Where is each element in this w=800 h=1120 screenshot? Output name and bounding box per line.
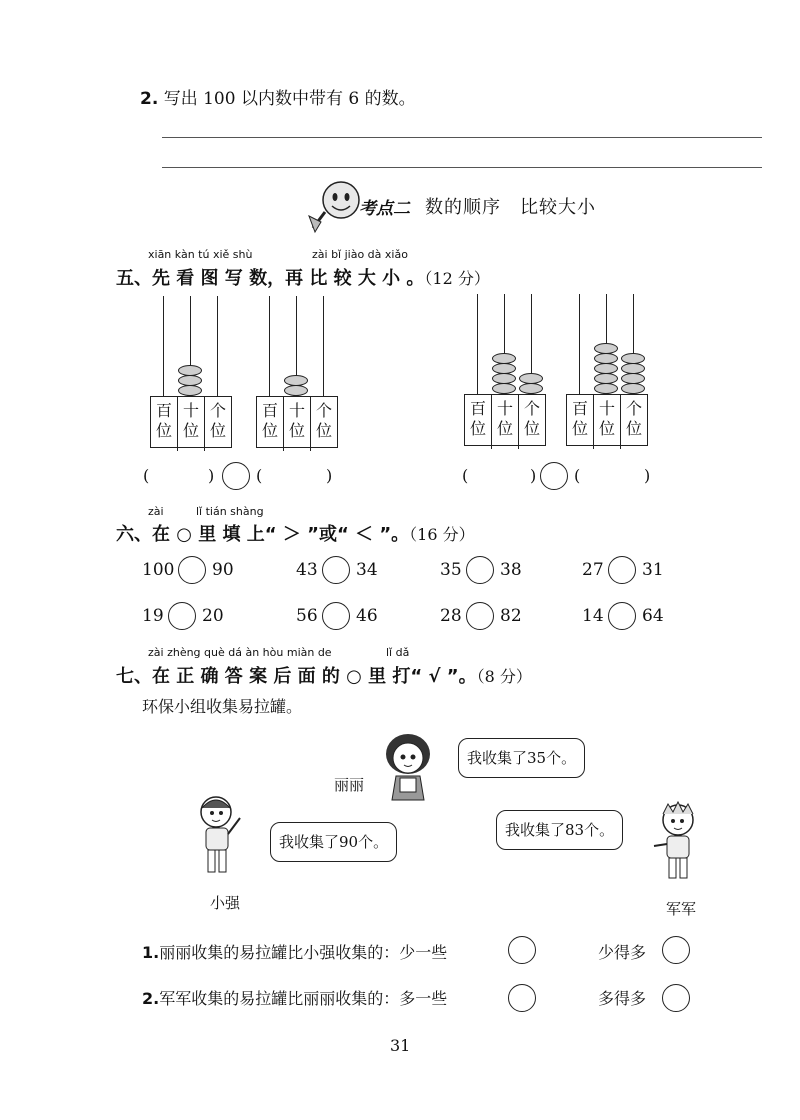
place-value-label: 十 位 [492, 395, 519, 449]
section-6-pinyin-b: lǐ tián shàng [196, 505, 264, 518]
sub-question-2-number: 2. [142, 989, 160, 1008]
abacus-rod [477, 294, 478, 394]
compare-right-number: 64 [642, 606, 664, 626]
compare-right-number: 90 [212, 560, 234, 580]
name-junjun: 军军 [666, 900, 697, 918]
compare-right-number: 46 [356, 606, 378, 626]
place-value-label: 百 位 [465, 395, 492, 449]
section-6-points: （16 分） [409, 525, 475, 544]
answer-blank-3-close: ) [530, 466, 537, 485]
abacus-bead [492, 383, 516, 394]
speech-bubble-junjun: 我收集了83个。 [496, 810, 623, 850]
sub-question-2-option2: 多得多 [598, 989, 647, 1008]
smiley-magnifier-icon [305, 176, 365, 236]
question-2 [140, 84, 416, 109]
abacus-rod [217, 296, 218, 396]
compare-left-number: 43 [296, 560, 318, 580]
compare-answer-circle[interactable] [168, 602, 196, 630]
topic-title: 数的顺序 比较大小 [425, 197, 596, 218]
compare-left-number: 27 [582, 560, 604, 580]
sub-question-2-text: 军军收集的易拉罐比丽丽收集的：多一些 [159, 989, 448, 1008]
answer-blank-2-close: ) [326, 466, 333, 485]
compare-right-number: 38 [500, 560, 522, 580]
boy-junjun-illustration [650, 800, 706, 890]
compare-circle-5a[interactable] [222, 462, 250, 490]
compare-left-number: 28 [440, 606, 462, 626]
abacus-rod [269, 296, 270, 396]
abacus-place-box [464, 394, 546, 446]
abacus-bead [594, 363, 618, 374]
topic-tag: 考点二 [359, 199, 410, 219]
place-value-label: 百 位 [567, 395, 594, 449]
speech-bubble-xiaoqiang: 我收集了90个。 [270, 822, 397, 862]
answer-line-2 [162, 167, 762, 168]
abacus-bead [178, 385, 202, 396]
section-6-heading [116, 520, 475, 546]
abacus-bead [178, 365, 202, 376]
place-value-label: 个 位 [209, 401, 226, 440]
compare-answer-circle[interactable] [322, 556, 350, 584]
abacus-bead [594, 353, 618, 364]
abacus-bead [519, 373, 543, 384]
compare-left-number: 14 [582, 606, 604, 626]
abacus-3 [464, 294, 544, 444]
abacus-bead [621, 383, 645, 394]
compare-right-number: 34 [356, 560, 378, 580]
answer-blank-1-open: ( [143, 466, 150, 485]
topic-banner [305, 176, 625, 236]
place-value-label: 十 位 [178, 397, 205, 451]
sub-question-1 [142, 940, 447, 963]
answer-blank-4-open: ( [574, 466, 581, 485]
compare-answer-circle[interactable] [178, 556, 206, 584]
compare-left-number: 56 [296, 606, 318, 626]
answer-circle-2a[interactable] [508, 984, 536, 1012]
abacus-bead [519, 383, 543, 394]
place-value-label: 个 位 [315, 401, 332, 440]
abacus-place-box [256, 396, 338, 448]
abacus-bead [594, 383, 618, 394]
abacus-1 [150, 296, 230, 446]
abacus-rod [323, 296, 324, 396]
place-value-label: 个 位 [625, 399, 642, 438]
name-lili: 丽丽 [334, 776, 365, 794]
place-value-label: 十 位 [284, 397, 311, 451]
compare-right-number: 20 [202, 606, 224, 626]
compare-right-number: 82 [500, 606, 522, 626]
question-2-number: 2. [140, 89, 159, 109]
sub-question-1-option2: 少得多 [598, 943, 647, 962]
abacus-bead [621, 373, 645, 384]
place-value-label: 个 位 [523, 399, 540, 438]
section-5-heading-text: 五、先 看 图 写 数，再 比 较 大 小 。 [116, 268, 425, 289]
section-5-pinyin-a: xiān kàn tú xiě shù [148, 248, 253, 261]
place-value-label: 十 位 [594, 395, 621, 449]
page-number: 31 [390, 1036, 411, 1055]
abacus-place-box [150, 396, 232, 448]
abacus-bead [492, 363, 516, 374]
compare-answer-circle[interactable] [466, 556, 494, 584]
abacus-bead [492, 353, 516, 364]
abacus-bead [621, 353, 645, 364]
compare-left-number: 19 [142, 606, 164, 626]
compare-circle-5b[interactable] [540, 462, 568, 490]
sub-question-2 [142, 986, 447, 1009]
section-7-heading [116, 662, 532, 688]
abacus-place-box [566, 394, 648, 446]
section-5-points: （12 分） [424, 269, 490, 288]
abacus-bead [594, 343, 618, 354]
section-7-pinyin-a: zài zhèng què dá àn hòu miàn de [148, 646, 332, 659]
section-7-heading-text: 七、在 正 确 答 案 后 面 的 ○ 里 打“ √ ”。 [116, 666, 477, 687]
compare-answer-circle[interactable] [466, 602, 494, 630]
abacus-bead [492, 373, 516, 384]
compare-left-number: 35 [440, 560, 462, 580]
abacus-4 [566, 294, 646, 444]
place-value-label: 百 位 [151, 397, 178, 451]
compare-answer-circle[interactable] [608, 602, 636, 630]
answer-circle-1b[interactable] [662, 936, 690, 964]
abacus-2 [256, 296, 336, 446]
section-7-pinyin-b: lǐ dǎ [386, 646, 410, 659]
place-value-label: 百 位 [257, 397, 284, 451]
answer-blank-3-open: ( [462, 466, 469, 485]
compare-answer-circle[interactable] [608, 556, 636, 584]
abacus-bead [621, 363, 645, 374]
section-5-pinyin-b: zài bǐ jiào dà xiǎo [312, 248, 408, 261]
boy-xiaoqiang-illustration [192, 792, 248, 882]
question-2-text: 写出 100 以内数中带有 6 的数。 [163, 89, 416, 109]
abacus-rod [163, 296, 164, 396]
answer-blank-1-close: ) [208, 466, 215, 485]
section-5-heading [116, 264, 490, 290]
answer-blank-4-close: ) [644, 466, 651, 485]
speech-bubble-lili: 我收集了35个。 [458, 738, 585, 778]
section-7-intro: 环保小组收集易拉罐。 [142, 697, 303, 716]
abacus-bead [594, 373, 618, 384]
girl-lili-illustration [378, 728, 438, 808]
abacus-bead [284, 385, 308, 396]
answer-line-1 [162, 137, 762, 138]
compare-answer-circle[interactable] [322, 602, 350, 630]
compare-right-number: 31 [642, 560, 664, 580]
sub-question-1-number: 1. [142, 943, 160, 962]
section-6-pinyin-a: zài [148, 505, 164, 518]
answer-circle-2b[interactable] [662, 984, 690, 1012]
answer-blank-2-open: ( [256, 466, 263, 485]
section-6-heading-text: 六、在 ○ 里 填 上“ ＞ ”或“ ＜ ”。 [116, 524, 410, 545]
compare-left-number: 100 [142, 560, 175, 580]
name-xiaoqiang: 小强 [210, 894, 241, 912]
abacus-bead [284, 375, 308, 386]
abacus-bead [178, 375, 202, 386]
answer-circle-1a[interactable] [508, 936, 536, 964]
section-7-points: （8 分） [476, 667, 532, 686]
sub-question-1-text: 丽丽收集的易拉罐比小强收集的：少一些 [159, 943, 448, 962]
abacus-rod [579, 294, 580, 394]
